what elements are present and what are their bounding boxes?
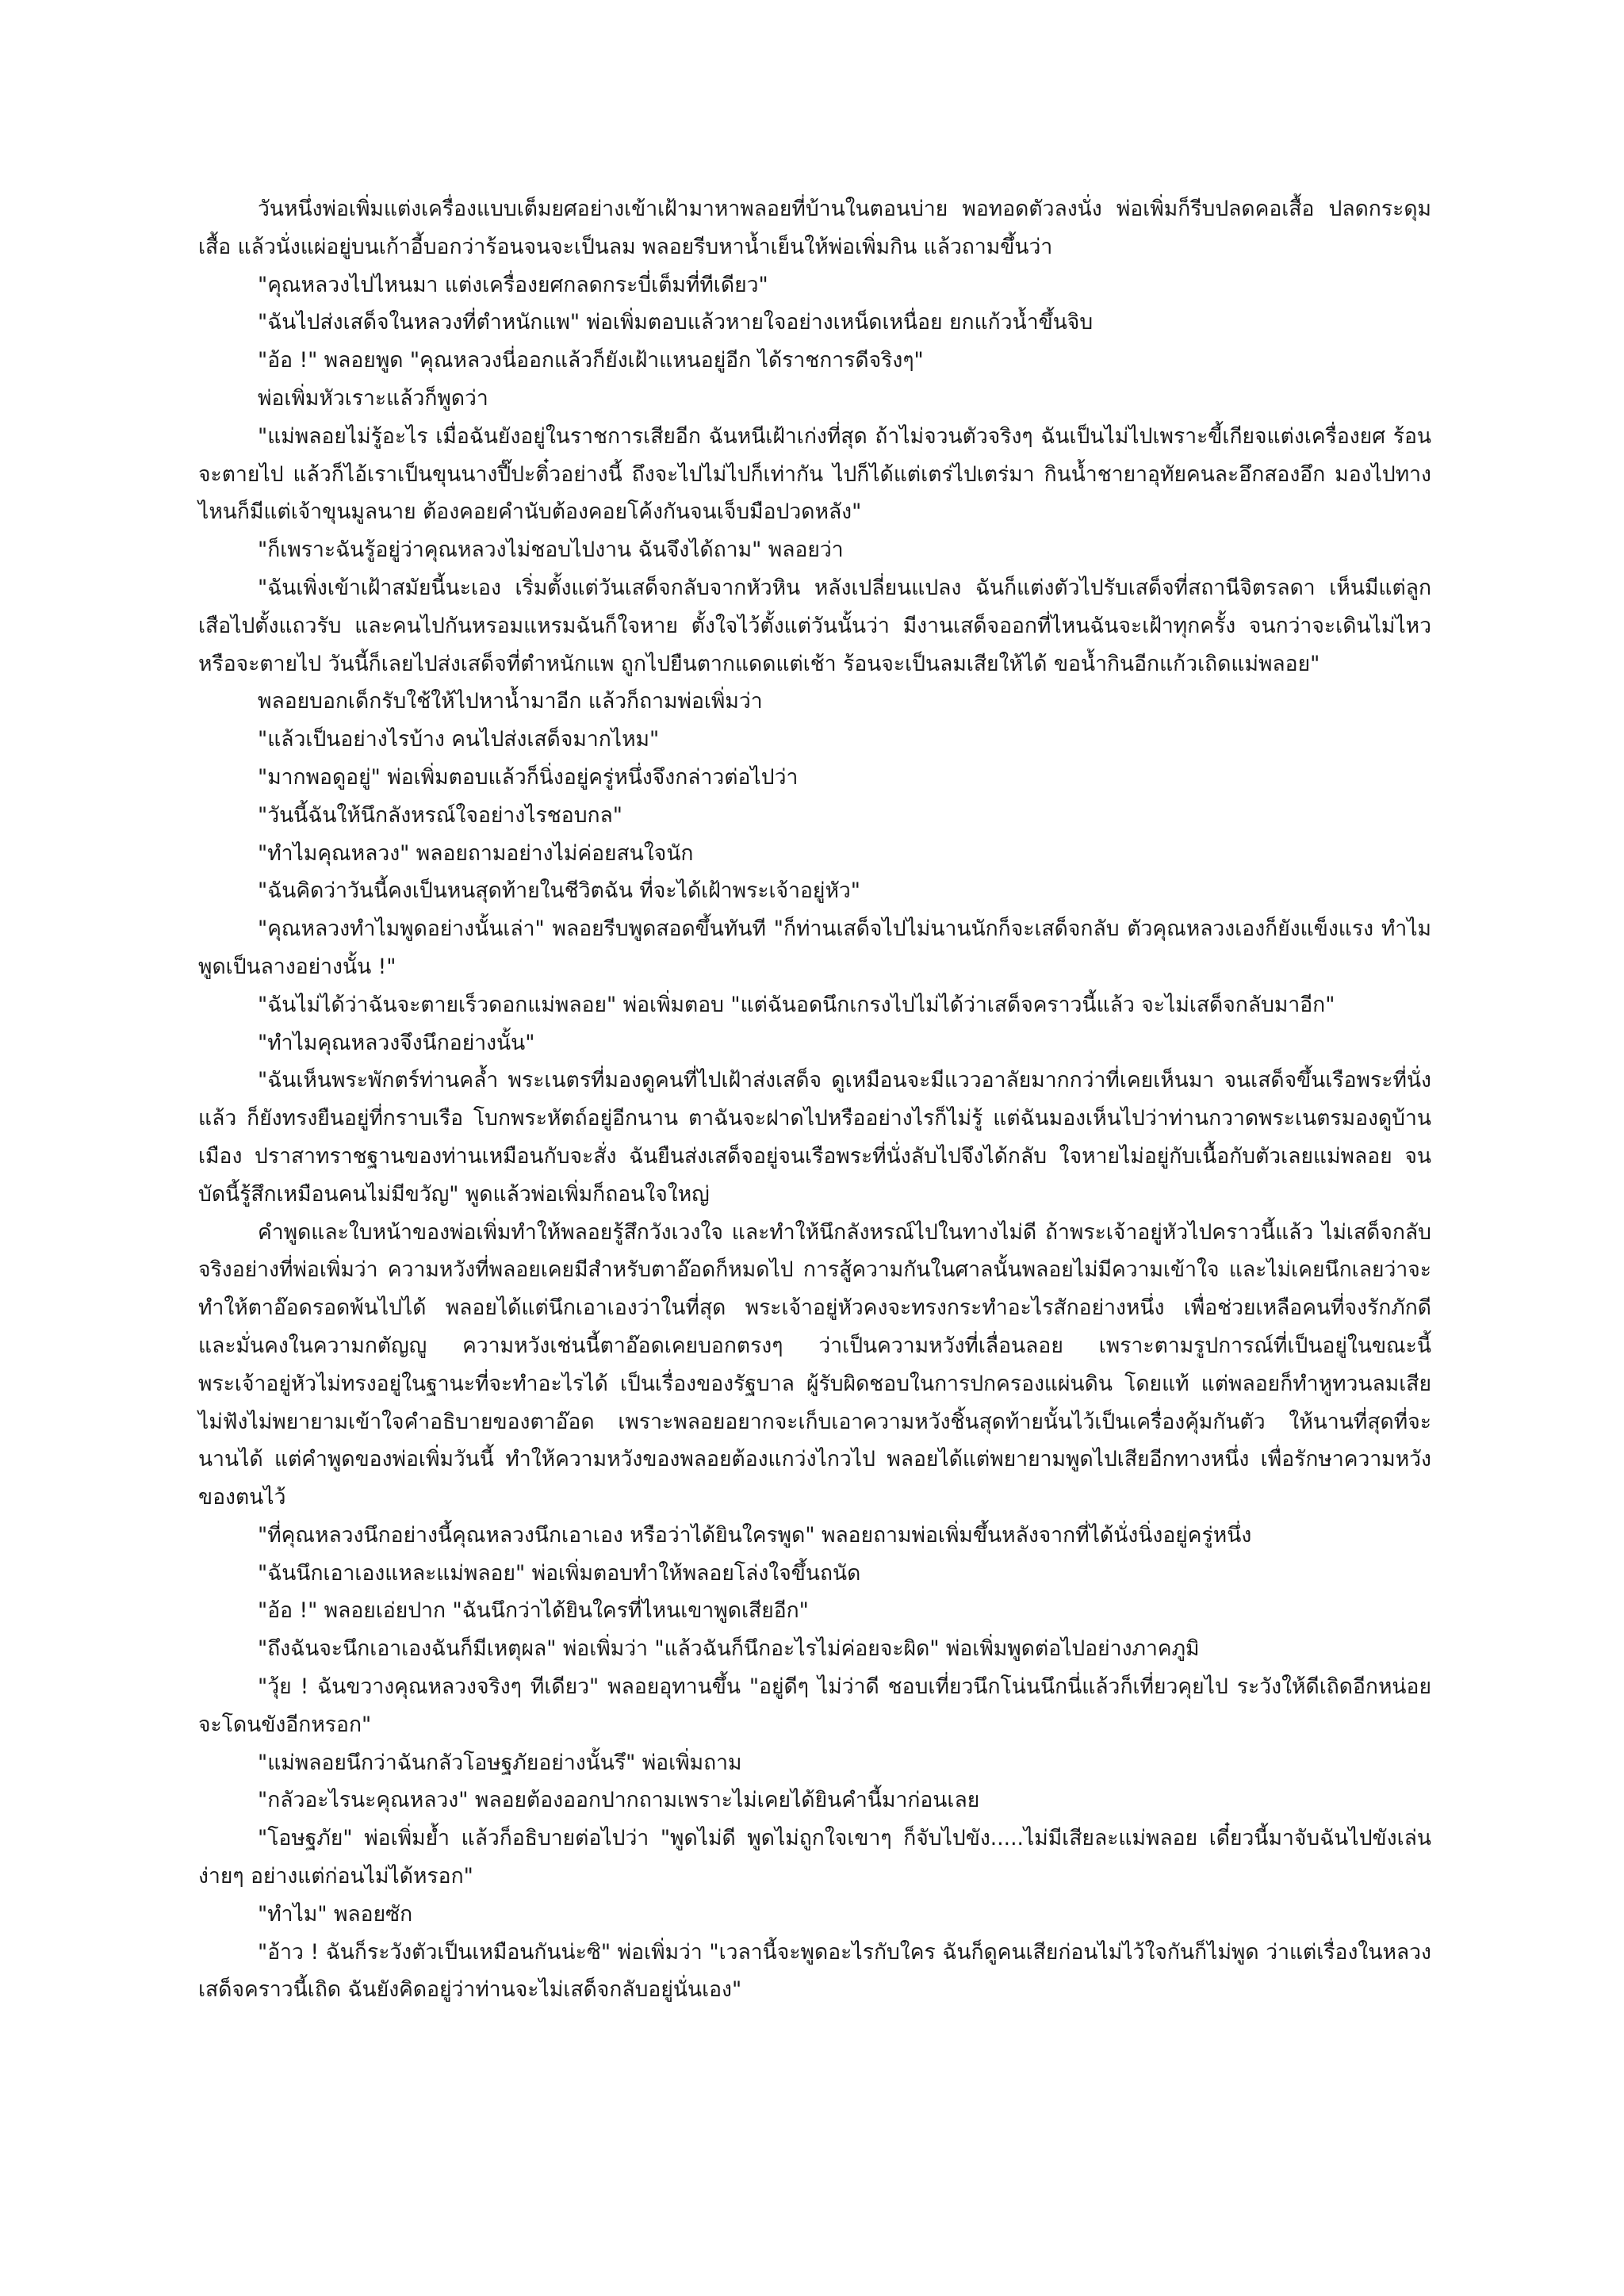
paragraph: "แม่พลอยไม่รู้อะไร เมื่อฉันยังอยู่ในราชการเสียอีก ฉันหนีเฝ้าเก่งที่สุด ถ้าไม่จวนตัวจริงๆ ฉันเป็นไม่ไปเพราะขี้เกียจแต่งเครื่องยศ ร้อนจะตายไป แล้วก็ไอ้เราเป็นขุนนางปี๊ปะติ๋วอย่างนี้ ถึงจะไปไม่ไปก็เท่ากัน ไปก็ได้แต่เตร่ไปเตร่มา กินน้ำชายาอุทัยคนละอึกสองอึก มองไปทางไหนก็มีแต่เจ้าขุนมูลนาย ต้องคอยคำนับต้องคอยโค้งกันจนเจ็บมือปวดหลัง" (198, 423, 1431, 525)
paragraph: "ฉันเห็นพระพักตร์ท่านคล้ำ พระเนตรที่มองดูคนที่ไปเฝ้าส่งเสด็จ ดูเหมือนจะมีแววอาลัยมากกว่าที่เคยเห็นมา จนเสด็จขึ้นเรือพระที่นั่งแล้ว ก็ยังทรงยืนอยู่ที่กราบเรือ โบกพระหัตถ์อยู่อีกนาน ตาฉันจะฝาดไปหรืออย่างไรก็ไม่รู้ แต่ฉันมองเห็นไปว่าท่านกวาดพระเนตรมองดูบ้านเมือง ปราสาทราชฐานของท่านเหมือนกับจะสั่ง ฉันยืนส่งเสด็จอยู่จนเรือพระที่นั่งลับไปจึงได้กลับ ใจหายไม่อยู่กับเนื้อกับตัวเลยแม่พลอย จนบัดนี้รู้สึกเหมือนคนไม่มีขวัญ" พูดแล้วพ่อเพิ่มก็ถอนใจใหญ่ (198, 1068, 1431, 1207)
paragraph: "ฉันไปส่งเสด็จในหลวงที่ตำหนักแพ" พ่อเพิ่มตอบแล้วหายใจอย่างเหน็ดเหนื่อย ยกแก้วน้ำขึ้นจิบ (258, 310, 1094, 335)
paragraph: "วันนี้ฉันให้นึกลังหรณ์ใจอย่างไรชอบกล" (258, 802, 622, 828)
paragraph: "ที่คุณหลวงนึกอย่างนี้คุณหลวงนึกเอาเอง หรือว่าได้ยินใครพูด" พลอยถามพ่อเพิ่มขึ้นหลังจากที่ได้นั่งนิ่งอยู่ครู่หนึ่ง (258, 1522, 1252, 1548)
paragraph: "ก็เพราะฉันรู้อยู่ว่าคุณหลวงไม่ชอบไปงาน ฉันจึงได้ถาม" พลอยว่า (258, 538, 844, 563)
paragraph: "ทำไมคุณหลวง" พลอยถามอย่างไม่ค่อยสนใจนัก (258, 840, 694, 866)
paragraph: "ถึงฉันจะนึกเอาเองฉันก็มีเหตุผล" พ่อเพิ่มว่า "แล้วฉันก็นึกอะไรไม่ค่อยจะผิด" พ่อเพิ่มพูดต่อไปอย่างภาคภูมิ (258, 1636, 1200, 1662)
paragraph: พ่อเพิ่มหัวเราะแล้วก็พูดว่า (258, 385, 488, 411)
paragraph: "มากพอดูอยู่" พ่อเพิ่มตอบแล้วก็นิ่งอยู่ครู่หนึ่งจึงกล่าวต่อไปว่า (258, 764, 799, 790)
paragraph: คำพูดและใบหน้าของพ่อเพิ่มทำให้พลอยรู้สึกวังเวงใจ และทำให้นึกลังหรณ์ไปในทางไม่ดี ถ้าพระเจ้าอยู่หัวไปคราวนี้แล้ว ไม่เสด็จกลับจริงอย่างที่พ่อเพิ่มว่า ความหวังที่พลอยเคยมีสำหรับตาอ๊อดก็หมดไป การสู้ความกันในศาลนั้นพลอยไม่มีความเข้าใจ และไม่เคยนึกเลยว่าจะทำให้ตาอ๊อดรอดพ้นไปได้ พลอยได้แต่นึกเอาเองว่าในที่สุด พระเจ้าอยู่หัวคงจะทรงกระทำอะไรสักอย่างหนึ่ง เพื่อช่วยเหลือคนที่จงรักภักดีและมั่นคงในความกตัญญู ความหวังเช่นนี้ตาอ๊อดเคยบอกตรงๆ ว่าเป็นความหวังที่เลื่อนลอย เพราะตามรูปการณ์ที่เป็นอยู่ในขณะนี้ พระเจ้าอยู่หัวไม่ทรงอยู่ในฐานะที่จะทำอะไรได้ เป็นเรื่องของรัฐบาล ผู้รับผิดชอบในการปกครองแผ่นดิน โดยแท้ แต่พลอยก็ทำหูทวนลมเสีย ไม่ฟังไม่พยายามเข้าใจคำอธิบายของตาอ๊อด เพราะพลอยอยากจะเก็บเอาความหวังชิ้นสุดท้ายนั้นไว้เป็นเครื่องคุ้มกันตัว ให้นานที่สุดที่จะนานได้ แต่คำพูดของพ่อเพิ่มวันนี้ ทำให้ความหวังของพลอยต้องแกว่งไกวไป พลอยได้แต่พยายามพูดไปเสียอีกทางหนึ่ง เพื่อรักษาความหวังของตนไว้ (198, 1219, 1431, 1510)
paragraph: "ทำไมคุณหลวงจึงนึกอย่างนั้น" (258, 1030, 535, 1055)
paragraph: "โอษฐภัย" พ่อเพิ่มย้ำ แล้วก็อธิบายต่อไปว่า "พูดไม่ดี พูดไม่ถูกใจเขาๆ ก็จับไปขัง.....ไม่มีเสียละแม่พลอย เดี๋ยวนี้มาจับฉันไปขังเล่นง่ายๆ อย่างแต่ก่อนไม่ได้หรอก" (198, 1826, 1431, 1889)
paragraph: "กลัวอะไรนะคุณหลวง" พลอยต้องออกปากถามเพราะไม่เคยได้ยินคำนี้มาก่อนเลย (258, 1788, 980, 1813)
paragraph: "อ้อ !" พลอยพูด "คุณหลวงนี่ออกแล้วก็ยังเฝ้าแหนอยู่อีก ได้ราชการดีจริงๆ" (258, 348, 924, 373)
paragraph: "แล้วเป็นอย่างไรบ้าง คนไปส่งเสด็จมากไหม" (258, 727, 660, 752)
paragraph: "อ้อ !" พลอยเอ่ยปาก "ฉันนึกว่าได้ยินใครที่ไหนเขาพูดเสียอีก" (258, 1598, 809, 1624)
paragraph: "ฉันคิดว่าวันนี้คงเป็นหนสุดท้ายในชีวิตฉัน ที่จะได้เฝ้าพระเจ้าอยู่หัว" (258, 878, 860, 904)
paragraph: "ฉันไม่ได้ว่าฉันจะตายเร็วดอกแม่พลอย" พ่อเพิ่มตอบ "แต่ฉันอดนึกเกรงไปไม่ได้ว่าเสด็จคราวนี้แล้ว จะไม่เสด็จกลับมาอีก" (258, 992, 1335, 1017)
paragraph: "ทำไม" พลอยซัก (258, 1901, 413, 1927)
story-text (198, 190, 1431, 2009)
paragraph: "ฉันเพิ่งเข้าเฝ้าสมัยนี้นะเอง เริ่มตั้งแต่วันเสด็จกลับจากหัวหิน หลังเปลี่ยนแปลง ฉันก็แต่งตัวไปรับเสด็จที่สถานีจิตรลดา เห็นมีแต่ลูกเสือไปตั้งแถวรับ และคนไปกันหรอมแหรมฉันก็ใจหาย ตั้งใจไว้ตั้งแต่วันนั้นว่า มีงานเสด็จออกที่ไหนฉันจะเฝ้าทุกครั้ง จนกว่าจะเดินไม่ไหวหรือจะตายไป วันนี้ก็เลยไปส่งเสด็จที่ตำหนักแพ ถูกไปยืนตากแดดแต่เช้า ร้อนจะเป็นลมเสียให้ได้ ขอน้ำกินอีกแก้วเถิดแม่พลอย" (198, 575, 1431, 676)
paragraph: "ฉันนึกเอาเองแหละแม่พลอย" พ่อเพิ่มตอบทำให้พลอยโล่งใจขึ้นถนัด (258, 1560, 861, 1586)
paragraph: "คุณหลวงทำไมพูดอย่างนั้นเล่า" พลอยรีบพูดสอดขึ้นทันที "ก็ท่านเสด็จไปไม่นานนักก็จะเสด็จกลับ ตัวคุณหลวงเองก็ยังแข็งแรง ทำไมพูดเป็นลางอย่างนั้น !" (198, 916, 1431, 979)
paragraph: "วุ้ย ! ฉันขวางคุณหลวงจริงๆ ทีเดียว" พลอยอุทานขึ้น "อยู่ดีๆ ไม่ว่าดี ชอบเที่ยวนึกโน่นนึกนี่แล้วก็เที่ยวคุยไป ระวังให้ดีเถิดอีกหน่อยจะโดนขังอีกหรอก" (198, 1674, 1431, 1737)
paragraph: "แม่พลอยนึกว่าฉันกลัวโอษฐภัยอย่างนั้นรึ" พ่อเพิ่มถาม (258, 1750, 742, 1775)
paragraph: วันหนึ่งพ่อเพิ่มแต่งเครื่องแบบเต็มยศอย่างเข้าเฝ้ามาหาพลอยที่บ้านในตอนบ่าย พอทอดตัวลงนั่ง พ่อเพิ่มก็รีบปลดคอเสื้อ ปลดกระดุมเสื้อ แล้วนั่งแผ่อยู่บนเก้าอี้บอกว่าร้อนจนจะเป็นลม พลอยรีบหาน้ำเย็นให้พ่อเพิ่มกิน แล้วถามขึ้นว่า (198, 197, 1431, 259)
paragraph: "คุณหลวงไปไหนมา แต่งเครื่องยศกลดกระบี่เต็มที่ทีเดียว" (258, 272, 768, 297)
paragraph: "อ้าว ! ฉันก็ระวังตัวเป็นเหมือนกันน่ะซิ" พ่อเพิ่มว่า "เวลานี้จะพูดอะไรกับใคร ฉันก็ดูคนเสียก่อนไม่ไว้ใจกันก็ไม่พูด ว่าแต่เรื่องในหลวงเสด็จคราวนี้เถิด ฉันยังคิดอยู่ว่าท่านจะไม่เสด็จกลับอยู่นั่นเอง" (198, 1939, 1431, 2003)
paragraph: พลอยบอกเด็กรับใช้ให้ไปหาน้ำมาอีก แล้วก็ถามพ่อเพิ่มว่า (258, 689, 763, 714)
